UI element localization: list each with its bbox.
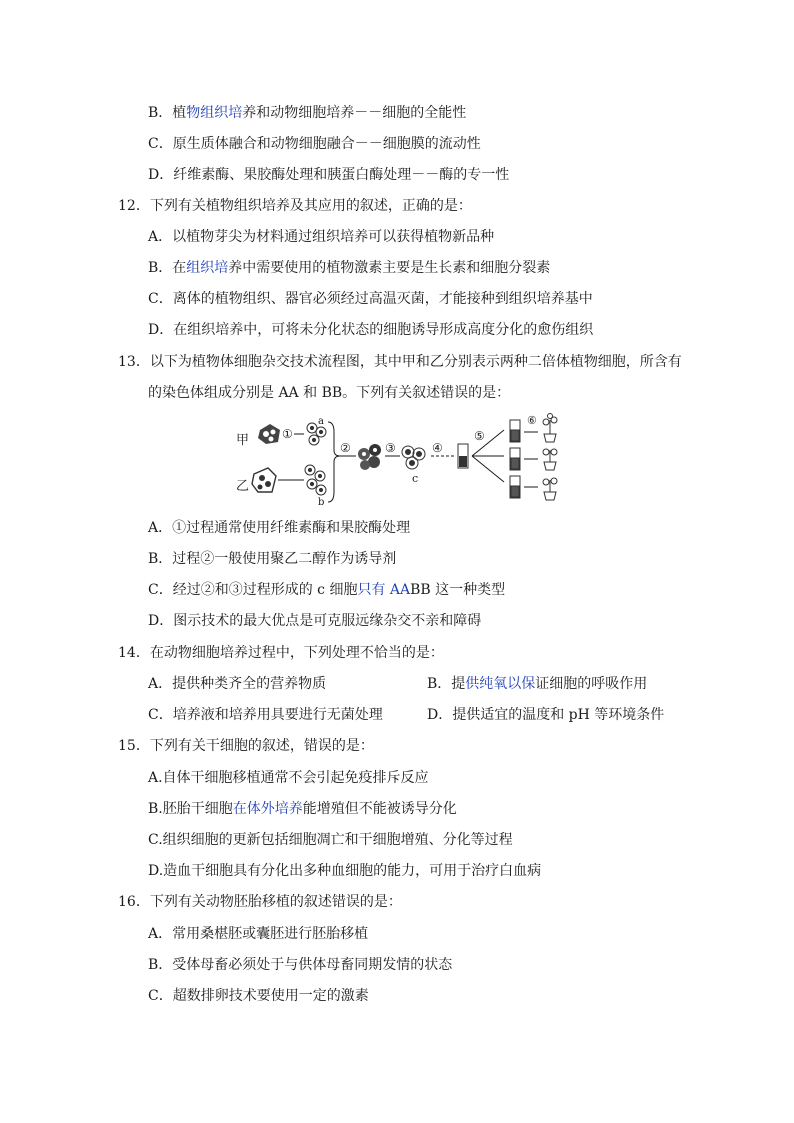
step1-label: ① [282,427,293,441]
q13-stem-line1: 13．以下为植物体细胞杂交技术流程图，其中甲和乙分别表示两种二倍体植物细胞，所含有 [118,354,682,370]
label-jia: 甲 [236,433,250,448]
q11-option-b: B．植物组织培养和动物细胞培养－－细胞的全能性 [148,105,467,121]
q12-option-c: C．离体的植物组织、器官必须经过高温灭菌，才能接种到组织培养基中 [148,291,593,307]
label-a: a [318,416,324,427]
plant-middle [543,449,557,470]
q14-option-b: B．提供纯氧以保证细胞的呼吸作用 [427,676,648,692]
q11-option-d: D．纤维素酶、果胶酶处理和胰蛋白酶处理－－酶的专一性 [148,167,510,183]
step5-label: ⑤ [474,429,485,443]
cell-yi [252,468,276,492]
tube-top [510,420,520,442]
arrow-5c [472,456,504,482]
step2-label: ② [340,441,351,455]
fused-cells [358,444,381,470]
tube-bottom [510,476,520,498]
q16-option-b: B．受体母畜必须处于与供体母畜同期发情的状态 [148,957,453,973]
q13-option-d: D．图示技术的最大优点是可克服远缘杂交不亲和障碍 [148,613,482,629]
q15-option-d: D.造血干细胞具有分化出多种血细胞的能力，可用于治疗白血病 [148,863,542,879]
q15-option-a: A.自体干细胞移植通常不会引起免疫排斥反应 [148,770,429,786]
q13-stem-line2: 的染色体组成分别是 AA 和 BB。下列有关叙述错误的是： [148,385,511,401]
cell-jia [258,424,280,444]
q14-option-c: C．培养液和培养用具要进行无菌处理 [148,707,383,723]
q13-option-c: C．经过②和③过程形成的 c 细胞只有 AABB 这一种类型 [148,582,506,598]
q14-option-a: A．提供种类齐全的营养物质 [148,676,327,692]
q12-stem: 12．下列有关植物组织培养及其应用的叙述，正确的是： [118,198,472,214]
label-b: b [318,497,325,508]
q16-option-a: A．常用桑椹胚或囊胚进行胚胎移植 [148,926,369,942]
q13-option-b: B．过程②一般使用聚乙二醇作为诱导剂 [148,551,397,567]
protoplast-b [305,465,326,495]
plant-top [543,414,557,443]
tube-middle [510,448,520,470]
callus-tube [458,444,468,468]
hybrid-cells-c [402,446,425,469]
q14-option-d: D．提供适宜的温度和 pH 等环境条件 [427,707,665,723]
step4-label: ④ [432,441,443,455]
q15-option-b: B.胚胎干细胞在体外培养能增殖但不能被诱导分化 [148,801,457,817]
q16-stem: 16．下列有关动物胚胎移植的叙述错误的是： [118,894,402,910]
plant-bottom [543,478,557,500]
bracket [328,422,340,502]
q12-option-d: D．在组织培养中，可将未分化状态的细胞诱导形成高度分化的愈伤组织 [148,322,594,338]
q14-stem: 14．在动物细胞培养过程中，下列处理不恰当的是： [118,645,444,661]
q12-option-a: A．以植物芽尖为材料通过组织培养可以获得植物新品种 [148,229,495,245]
q16-option-c: C．超数排卵技术要使用一定的激素 [148,988,369,1004]
q15-option-c: C.组织细胞的更新包括细胞凋亡和干细胞增殖、分化等过程 [148,832,513,848]
step3-label: ③ [385,441,396,455]
step6-label: ⑥ [527,414,537,427]
label-c: c [412,472,419,485]
q12-option-b: B．在组织培养中需要使用的植物激素主要是生长素和细胞分裂素 [148,260,551,276]
label-yi: 乙 [236,479,250,494]
q11-option-c: C．原生质体融合和动物细胞融合－－细胞膜的流动性 [148,136,481,152]
somatic-hybridization-diagram [228,412,568,512]
q13-option-a: A．①过程通常使用纤维素酶和果胶酶处理 [148,520,411,536]
q15-stem: 15．下列有关干细胞的叙述，错误的是： [118,738,374,754]
